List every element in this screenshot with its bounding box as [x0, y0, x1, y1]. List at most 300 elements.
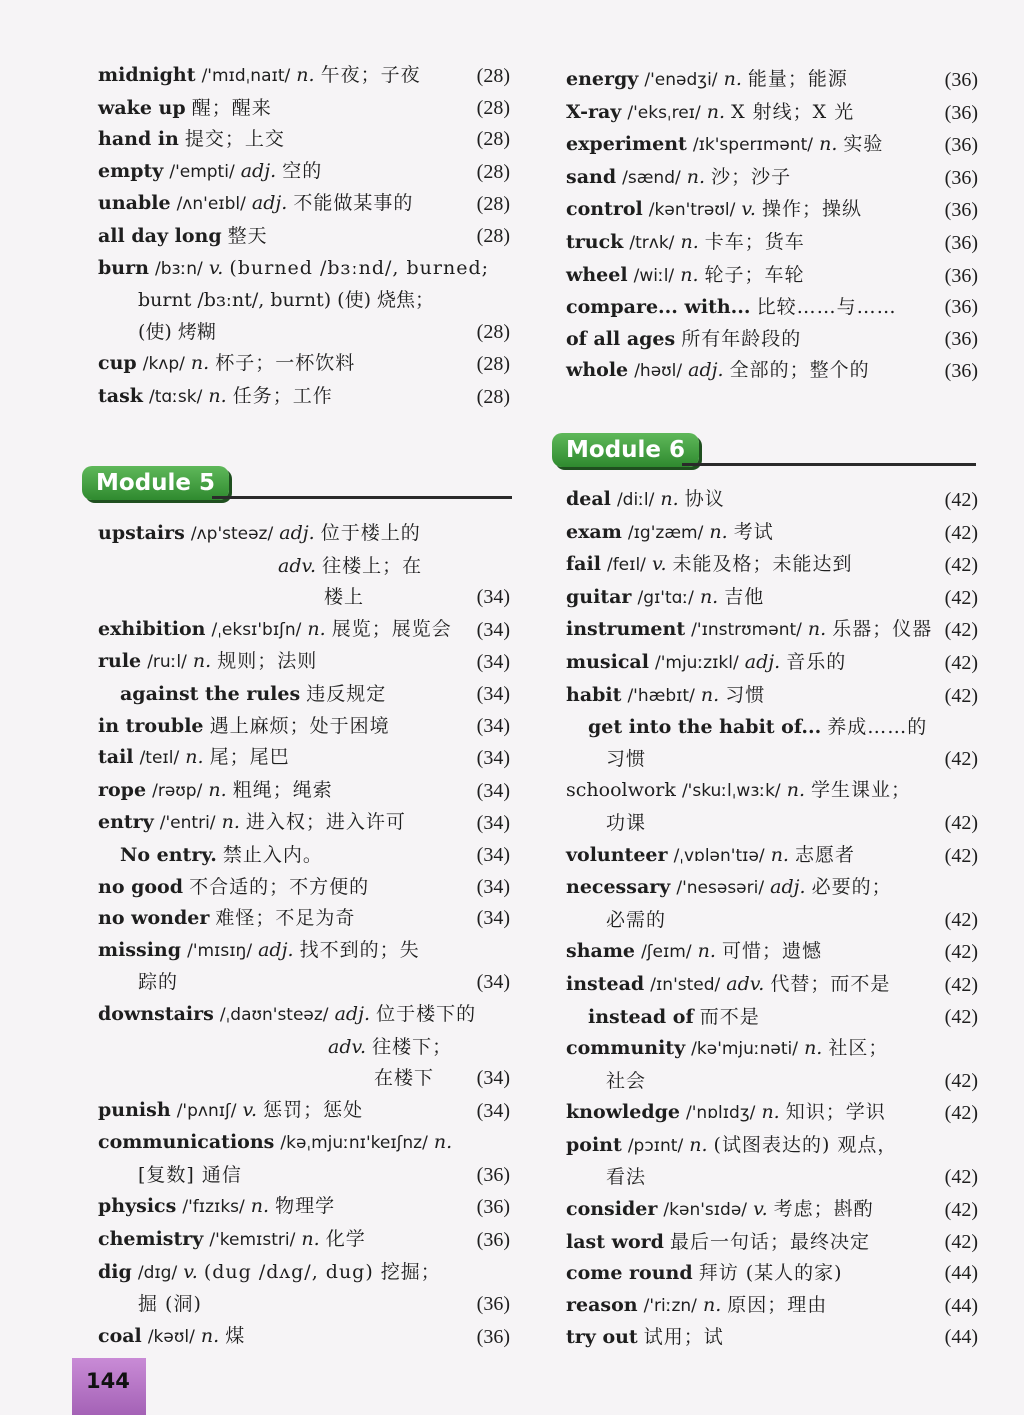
- entry-meaning: 杯子；一杯饮料: [215, 352, 356, 375]
- entry-pos: n.: [250, 1195, 270, 1218]
- entry-page: (36): [476, 1163, 510, 1186]
- vocab-entry: [98, 872, 516, 904]
- entry-pos: v.: [183, 1260, 198, 1283]
- entry-meaning: 禁止入内。: [222, 843, 323, 866]
- entry-ipa: /'fɪzɪks/: [182, 1197, 245, 1218]
- entry-ipa: /pɔɪnt/: [627, 1135, 684, 1156]
- entry-meaning: 位于楼下的: [376, 1002, 477, 1025]
- entry-ipa: /bɜːn/: [154, 258, 203, 279]
- entry-page: (28): [476, 65, 510, 87]
- entry-page: (34): [476, 1099, 510, 1122]
- vocab-entry: [566, 484, 984, 517]
- entry-ipa: /ˌdaʊn'steəz/: [219, 1004, 329, 1025]
- entry-meaning: 知识；学识: [785, 1101, 886, 1124]
- vocab-entry: [98, 124, 516, 156]
- entry-page: (28): [476, 193, 510, 216]
- entry-ipa: /diːl/: [616, 490, 655, 510]
- entry-meaning: 整天: [227, 224, 268, 247]
- entry-page: (36): [944, 134, 978, 157]
- entry-ipa: /'ɪnstrʊmənt/: [691, 620, 802, 641]
- entry-ipa: /gɪ'tɑː/: [637, 587, 694, 608]
- vocab-entry: [566, 1097, 984, 1130]
- vocab-entry: [98, 221, 516, 253]
- entry-word: no good: [98, 875, 184, 898]
- entry-meaning: 习惯: [725, 683, 766, 706]
- entry-meaning: 难怪；不足为奇: [215, 907, 356, 930]
- module-6-header: [552, 433, 982, 473]
- entry-word: community: [566, 1037, 686, 1060]
- vocab-entry: [566, 680, 984, 713]
- module-title: Module 6: [552, 433, 699, 467]
- entry-meaning: 代替；而不是: [770, 972, 891, 995]
- entry-pos: n.: [680, 263, 699, 286]
- entry-continuation: 掘 (洞): [138, 1293, 202, 1316]
- vocab-entry: [98, 93, 516, 125]
- entry-word: task: [98, 384, 143, 407]
- entry-page: (34): [476, 907, 510, 930]
- vocab-entry: [566, 260, 984, 293]
- divider: [682, 463, 976, 466]
- entry-page: (34): [476, 875, 510, 898]
- entry-page: (36): [944, 327, 978, 350]
- entry-meaning: 位于楼上的: [320, 522, 421, 544]
- vocab-entry: [566, 324, 984, 356]
- entry-pos: v.: [208, 256, 224, 279]
- entry-ipa: /kən'sɪdə/: [663, 1200, 748, 1221]
- entry-ipa: /tɑːsk/: [149, 386, 203, 407]
- entry-ipa: /'empti/: [169, 161, 235, 182]
- entry-pos: v.: [741, 198, 756, 221]
- entry-page: (28): [476, 96, 510, 119]
- entry-page: (36): [944, 264, 978, 287]
- entry-continuation: 往楼上；在: [322, 554, 423, 577]
- entry-pos: v.: [242, 1098, 258, 1121]
- entry-meaning: 规则；法则: [217, 650, 318, 673]
- vocab-entry: [566, 969, 984, 1002]
- entry-pos: n.: [689, 1133, 708, 1156]
- entry-ipa: /'entri/: [159, 813, 216, 834]
- vocab-entry: [566, 1002, 984, 1034]
- entry-word: exam: [566, 520, 622, 543]
- entry-word: experiment: [566, 133, 687, 156]
- entry-meaning: 任务；工作: [232, 384, 333, 407]
- entry-pos: n.: [307, 617, 326, 640]
- entry-word: last word: [566, 1230, 664, 1253]
- entry-word: habit: [566, 683, 622, 706]
- entry-continuation: 在楼下: [374, 1067, 435, 1090]
- entry-pos: n.: [301, 1228, 320, 1251]
- entry-word: exhibition: [98, 617, 206, 640]
- vocab-entry: [98, 348, 516, 381]
- entry-page: (42): [944, 521, 978, 544]
- vocab-entry: [98, 646, 516, 679]
- entry-word: point: [566, 1133, 622, 1156]
- vocab-entry: [566, 227, 984, 260]
- entry-ipa: /'nesəsəri/: [676, 878, 765, 899]
- entry-ipa: /həʊl/: [634, 361, 683, 382]
- divider: [212, 496, 512, 499]
- entry-word: fail: [566, 553, 601, 576]
- entry-pos: n.: [804, 1037, 823, 1060]
- entry-word: knowledge: [566, 1101, 680, 1124]
- entry-word: all day long: [98, 224, 222, 247]
- vocab-entry: [98, 1191, 516, 1224]
- entry-word: tail: [98, 746, 134, 769]
- entry-page: (42): [944, 1166, 978, 1189]
- entry-pos: n.: [702, 1293, 722, 1316]
- entry-page: (36): [476, 1229, 510, 1252]
- entry-pos: adj.: [688, 359, 724, 382]
- entry-word: missing: [98, 938, 182, 961]
- entry-word: burn: [98, 256, 149, 279]
- entry-meaning: 找不到的；失: [299, 938, 420, 961]
- entry-page: (42): [944, 489, 978, 511]
- entry-page: (28): [476, 320, 510, 343]
- entry-meaning: 空的: [282, 159, 323, 182]
- entry-ipa: /ˌeksɪ'bɪʃn/: [211, 619, 302, 640]
- entry-word: get into the habit of...: [588, 716, 822, 739]
- vocab-entry: [566, 840, 984, 873]
- entry-word: chemistry: [98, 1228, 204, 1251]
- entry-meaning: 吉他: [724, 585, 765, 608]
- vocab-entry: [566, 1194, 984, 1227]
- entry-pos: n.: [680, 230, 699, 253]
- vocab-entry: [98, 840, 516, 872]
- entry-word: wheel: [566, 263, 628, 286]
- entry-ipa: /ruːl/: [147, 652, 187, 673]
- entry-meaning: 不能做某事的: [293, 192, 414, 215]
- entry-word: X-ray: [566, 100, 622, 123]
- entry-pos: adj.: [240, 159, 277, 182]
- entry-page: (34): [476, 843, 510, 866]
- entry-meaning: 轮子；车轮: [704, 263, 805, 286]
- entry-pos: n.: [433, 1131, 453, 1154]
- entry-meaning: 醒；醒来: [191, 96, 272, 119]
- entry-meaning: 卡车；货车: [704, 230, 805, 253]
- vocab-entry: [566, 1130, 984, 1194]
- entry-page: (42): [944, 844, 978, 867]
- entry-ipa: /ɪn'sted/: [650, 974, 721, 995]
- entry-word: whole: [566, 359, 629, 382]
- vocab-entry: [566, 517, 984, 550]
- entry-pos: n.: [200, 1324, 220, 1347]
- entry-word: rule: [98, 650, 142, 673]
- entry-word: dig: [98, 1260, 132, 1283]
- vocab-entry: [566, 582, 984, 615]
- entry-continuation: 必需的: [606, 908, 667, 931]
- entry-meaning: 全部的；整个的: [729, 359, 870, 382]
- entry-pos: adj.: [744, 650, 781, 673]
- entry-continuation: (使) 烤糊: [138, 320, 216, 343]
- entry-meaning: 违反规定: [306, 682, 387, 705]
- entry-page: (34): [476, 779, 510, 802]
- vocab-entry: [566, 712, 984, 775]
- entry-meaning: 可惜；遗憾: [721, 940, 822, 963]
- entry-page: (34): [476, 812, 510, 835]
- entry-page: (34): [476, 651, 510, 674]
- entry-pos: adj.: [770, 876, 806, 899]
- entry-word: rope: [98, 778, 147, 801]
- entry-pos: adj.: [334, 1002, 371, 1025]
- vocab-entry: [98, 253, 516, 349]
- vocab-entry: [98, 935, 516, 999]
- entry-page: (44): [944, 1262, 978, 1285]
- entry-pos: n.: [770, 843, 789, 866]
- vocab-entry: [566, 872, 984, 936]
- entry-ipa: /trʌk/: [629, 232, 675, 253]
- entry-meaning: 学生课业；: [811, 779, 912, 802]
- entry-ipa: /ʌp'steəz/: [190, 524, 274, 544]
- entry-word: physics: [98, 1195, 177, 1218]
- entry-word: shame: [566, 940, 636, 963]
- entry-word: in trouble: [98, 714, 204, 737]
- vocab-entry: [98, 518, 516, 614]
- entry-page: (34): [476, 618, 510, 641]
- entry-ipa: /'riːzn/: [643, 1295, 697, 1316]
- vocab-entry: [98, 1224, 516, 1257]
- entry-meaning: 煤: [225, 1324, 246, 1347]
- entry-ipa: /kə'mjuːnəti/: [691, 1039, 799, 1060]
- entry-word: empty: [98, 159, 164, 182]
- entry-pos: adj.: [251, 192, 288, 215]
- entry-ipa: /'kemɪstri/: [209, 1230, 296, 1251]
- vocab-entry: [98, 1127, 516, 1191]
- entry-word: control: [566, 198, 643, 221]
- entry-meaning: 所有年龄段的: [681, 327, 802, 350]
- entry-pos: n.: [208, 778, 227, 801]
- entry-meaning: 考试: [733, 520, 774, 543]
- left-column: [98, 60, 516, 414]
- entry-continuation: 楼上: [324, 586, 365, 609]
- vocab-entry: [566, 129, 984, 162]
- entry-page: (42): [944, 586, 978, 609]
- entry-continuation: 看法: [606, 1166, 647, 1189]
- entry-ipa: /'eksˌreɪ/: [627, 102, 701, 123]
- entry-meaning: 能量；能源: [747, 68, 848, 90]
- vocab-entry: [98, 903, 516, 935]
- entry-meaning: (试图表达的) 观点，: [713, 1133, 898, 1156]
- entry-page: (28): [476, 128, 510, 151]
- entry-page: (42): [944, 1069, 978, 1092]
- entry-meaning: (dug /dʌg/, dug) 挖掘；: [203, 1260, 441, 1283]
- entry-meaning: 养成……的: [827, 716, 928, 739]
- vocab-entry: [566, 549, 984, 582]
- entry-pos: adv.: [328, 1035, 367, 1058]
- entry-meaning: 提交；上交: [184, 128, 285, 151]
- entry-continuation: 功课: [606, 811, 647, 834]
- vocab-entry: [566, 162, 984, 195]
- entry-meaning: 最后一句话；最终决定: [670, 1230, 871, 1253]
- entry-word: reason: [566, 1293, 638, 1316]
- entry-pos: n.: [761, 1101, 780, 1124]
- entry-word: energy: [566, 68, 639, 90]
- entry-page: (42): [944, 651, 978, 674]
- entry-meaning: 志愿者: [795, 843, 856, 866]
- entry-pos: n.: [709, 520, 728, 543]
- entry-word: punish: [98, 1098, 171, 1121]
- entry-word: hand in: [98, 128, 179, 151]
- entry-page: (34): [476, 586, 510, 609]
- entry-word: coal: [98, 1324, 142, 1347]
- entry-page: (42): [944, 1102, 978, 1125]
- module-title: Module 5: [82, 466, 229, 500]
- entry-ipa: /ʃeɪm/: [641, 942, 692, 963]
- entry-meaning: 社区；: [828, 1037, 889, 1060]
- entry-ipa: /kən'trəʊl/: [648, 200, 736, 221]
- entry-meaning: (burned /bɜːnd/, burned;: [229, 256, 490, 279]
- entry-pos: v.: [651, 553, 667, 576]
- vocab-entry: [566, 1322, 984, 1354]
- entry-word: No entry.: [120, 843, 217, 866]
- entry-meaning: 而不是: [699, 1005, 760, 1028]
- entry-page: (36): [944, 166, 978, 189]
- entry-page: (28): [476, 385, 510, 408]
- vocab-entry: [566, 194, 984, 227]
- entry-pos: n.: [786, 779, 805, 802]
- entry-word: cup: [98, 352, 137, 375]
- entry-word: necessary: [566, 876, 671, 899]
- vocab-entry: [98, 614, 516, 647]
- entry-pos: n.: [660, 488, 679, 510]
- entry-word: wake up: [98, 96, 186, 119]
- entry-meaning: 尾；尾巴: [209, 746, 290, 769]
- entry-ipa: /sænd/: [622, 167, 681, 188]
- entry-pos: n.: [208, 384, 227, 407]
- entry-page: (34): [476, 1067, 510, 1090]
- entry-ipa: /'skuːlˌwɜːk/: [681, 781, 781, 802]
- entry-pos: v.: [753, 1198, 768, 1221]
- entry-word: sand: [566, 165, 617, 188]
- entry-word: unable: [98, 192, 171, 215]
- vocab-entry: [98, 742, 516, 775]
- entry-meaning: 协议: [684, 488, 725, 510]
- entry-meaning: 实验: [843, 133, 884, 156]
- vocab-entry: [566, 1258, 984, 1290]
- entry-ipa: /'hæbɪt/: [627, 685, 695, 706]
- entry-page: (42): [944, 811, 978, 834]
- entry-ipa: /'mɪsɪŋ/: [187, 940, 253, 961]
- entry-page: (36): [944, 69, 978, 91]
- vocab-entry: [566, 355, 984, 388]
- entry-page: (36): [944, 360, 978, 383]
- vocab-entry: [566, 64, 984, 97]
- entry-word: against the rules: [120, 682, 301, 705]
- entry-pos: n.: [819, 133, 838, 156]
- entry-page: (34): [476, 714, 510, 737]
- entry-word: midnight: [98, 64, 196, 86]
- entry-meaning: 拜访 (某人的家): [698, 1262, 843, 1285]
- entry-word: downstairs: [98, 1002, 214, 1025]
- vocab-entry: [566, 1290, 984, 1323]
- entry-word: truck: [566, 230, 624, 253]
- entry-meaning: 遇上麻烦；处于困境: [209, 714, 390, 737]
- entry-word: instrument: [566, 618, 686, 641]
- vocab-entry: [98, 679, 516, 711]
- entry-meaning: 惩罚；惩处: [263, 1098, 364, 1121]
- entry-page: (34): [476, 971, 510, 994]
- entry-page: (36): [476, 1293, 510, 1316]
- entry-word: guitar: [566, 585, 632, 608]
- entry-page: (42): [944, 973, 978, 996]
- entry-page: (28): [476, 353, 510, 376]
- entry-meaning: 不合适的；不方便的: [189, 875, 370, 898]
- vocab-entry: [98, 156, 516, 189]
- entry-pos: n.: [697, 940, 716, 963]
- entry-page: (44): [944, 1294, 978, 1317]
- vocab-entry: [98, 60, 516, 93]
- entry-page: (34): [476, 682, 510, 705]
- entry-meaning: 化学: [325, 1228, 366, 1251]
- entry-page: (36): [944, 101, 978, 124]
- entry-word: instead: [566, 972, 645, 995]
- entry-page: (42): [944, 554, 978, 577]
- entry-continuation: [复数] 通信: [138, 1163, 242, 1186]
- entry-pos: n.: [190, 352, 210, 375]
- entry-meaning: 原因；理由: [727, 1293, 828, 1316]
- entry-meaning: 考虑；斟酌: [773, 1198, 874, 1221]
- entry-page: (36): [476, 1325, 510, 1348]
- entry-ipa: /ɪk'sperɪmənt/: [692, 135, 814, 156]
- entry-page: (42): [944, 941, 978, 964]
- entry-pos: n.: [686, 165, 706, 188]
- entry-word: entry: [98, 811, 154, 834]
- entry-continuation: 习惯: [606, 747, 647, 770]
- entry-page: (36): [944, 231, 978, 254]
- vocab-entry: [566, 647, 984, 680]
- entry-word: no wonder: [98, 907, 210, 930]
- entry-word: of all ages: [566, 327, 676, 350]
- entry-pos: n.: [221, 811, 240, 834]
- entry-page: (42): [944, 1005, 978, 1028]
- vocab-entry: [566, 775, 984, 839]
- entry-pos: n.: [723, 68, 742, 90]
- entry-meaning: 粗绳；绳索: [232, 778, 333, 801]
- module-6-list: [566, 484, 984, 1354]
- entry-ipa: /rəʊp/: [152, 780, 203, 801]
- vocab-entry: [98, 188, 516, 221]
- entry-ipa: /ˌvɒlən'tɪə/: [673, 845, 765, 866]
- module-5-list: [98, 518, 516, 1353]
- entry-page: (34): [476, 747, 510, 770]
- entry-pos: adv.: [726, 972, 765, 995]
- entry-ipa: /wiːl/: [633, 265, 675, 286]
- entry-ipa: /'enədʒi/: [644, 70, 718, 90]
- vocab-entry: [98, 381, 516, 414]
- page-number: 144: [72, 1358, 146, 1415]
- entry-meaning: X 射线；X 光: [731, 100, 855, 123]
- entry-page: (28): [476, 224, 510, 247]
- entry-word: instead of: [588, 1005, 694, 1028]
- entry-ipa: /kəʊl/: [147, 1326, 195, 1347]
- vocab-entry: [566, 1227, 984, 1259]
- vocab-entry: [98, 711, 516, 743]
- vocab-entry: [98, 1095, 516, 1128]
- entry-pos: n.: [192, 650, 212, 673]
- entry-meaning: 乐器；仪器: [832, 618, 933, 641]
- entry-word: try out: [566, 1326, 638, 1349]
- entry-word: compare... with...: [566, 296, 751, 319]
- entry-ipa: /ʌn'eɪbl/: [176, 194, 246, 215]
- entry-word: deal: [566, 488, 611, 510]
- entry-page: (36): [944, 296, 978, 319]
- entry-page: (42): [944, 908, 978, 931]
- entry-word: come round: [566, 1262, 693, 1285]
- vocab-entry: [98, 999, 516, 1095]
- vocab-entry: [98, 1321, 516, 1354]
- entry-pos: adv.: [278, 554, 317, 577]
- entry-word: communications: [98, 1131, 275, 1154]
- entry-pos: adj.: [258, 938, 294, 961]
